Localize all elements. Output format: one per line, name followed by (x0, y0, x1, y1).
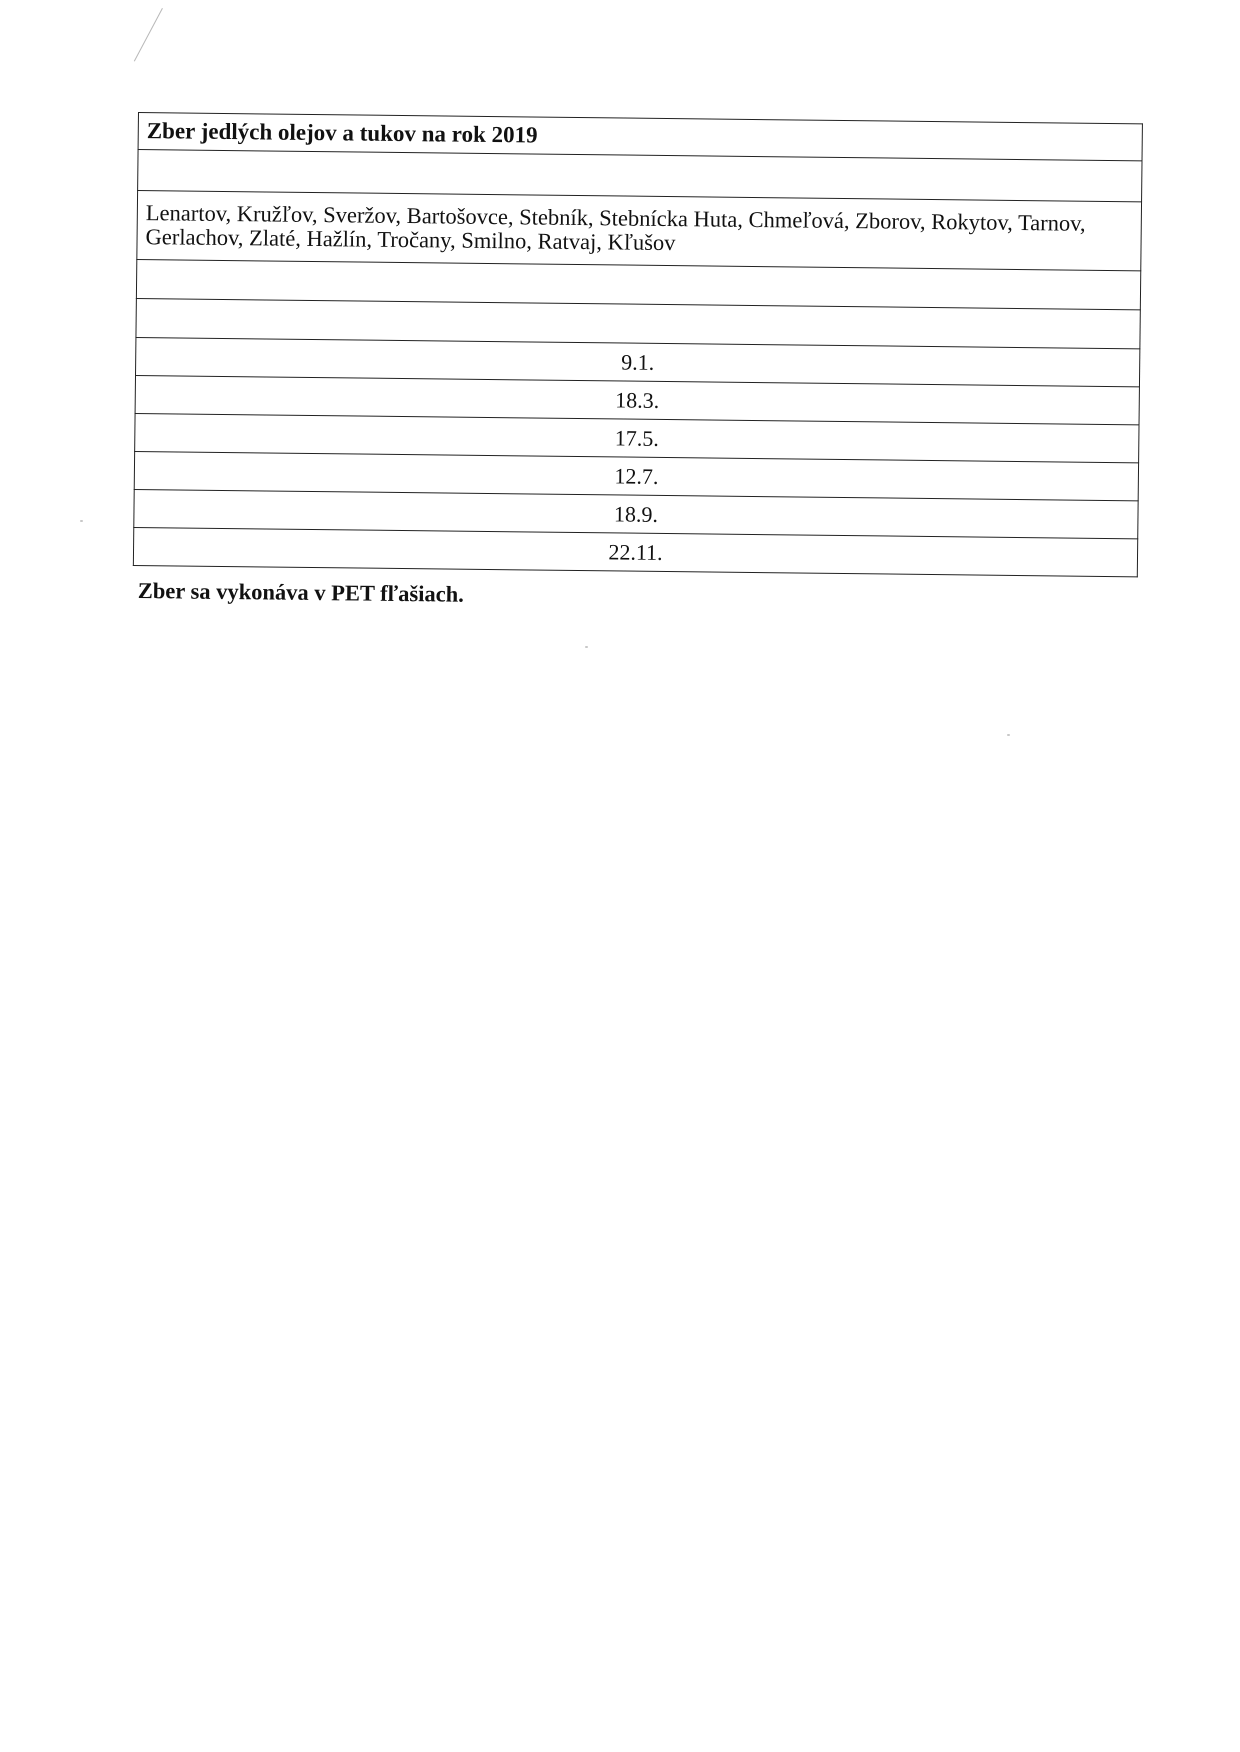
places-list: Lenartov, Kružľov, Sveržov, Bartošovce, Stebník, Stebnícka Huta, Chmeľová, Zborov, Rokytov, Tarnov, Gerlachov, Zlaté, Hažlín, Tročany, Smilno, Ratvaj, Kľušov (137, 191, 1142, 271)
scan-speck (80, 520, 83, 522)
document-title: Zber jedlých olejov a tukov na rok 2019 (138, 113, 1142, 161)
collection-date: 18.3. (135, 375, 1139, 424)
collection-date: 9.1. (136, 337, 1140, 386)
collection-date: 22.11. (133, 527, 1137, 576)
table-row (137, 191, 1142, 271)
collection-date: 17.5. (135, 413, 1139, 462)
schedule-table (133, 112, 1143, 577)
collection-schedule (133, 112, 1148, 577)
collection-date: 12.7. (134, 451, 1138, 500)
scan-mark (134, 8, 175, 68)
scan-speck (1007, 734, 1010, 736)
scan-speck (585, 646, 588, 648)
collection-date: 18.9. (134, 489, 1138, 538)
collection-note: Zber sa vykonáva v PET fľašiach. (137, 578, 465, 607)
